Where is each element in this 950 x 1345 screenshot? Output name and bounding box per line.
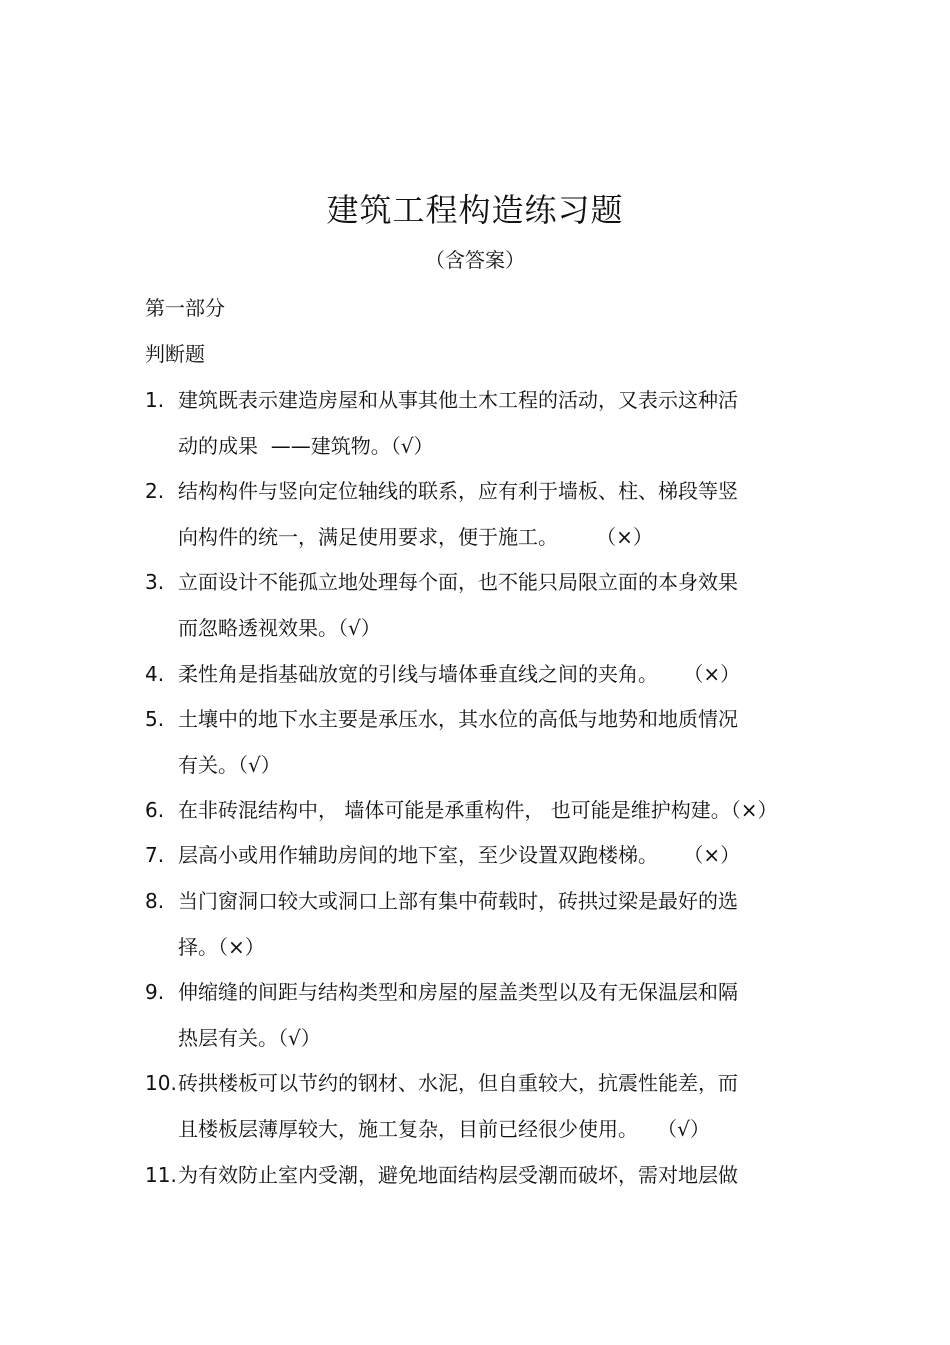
section-heading: 判断题 — [145, 342, 205, 366]
question-text-line: 立面设计不能孤立地处理每个面，也不能只局限立面的本身效果 — [178, 570, 738, 594]
question-number: 8. — [145, 889, 165, 913]
document-subtitle: （含答案） — [425, 248, 525, 272]
question-text-line: 砖拱楼板可以节约的钢材、水泥，但自重较大，抗震性能差，而 — [178, 1071, 738, 1095]
question-number: 7. — [145, 843, 165, 867]
question-number: 9. — [145, 980, 165, 1004]
question-text-line: 结构构件与竖向定位轴线的联系，应有利于墙板、柱、梯段等竖 — [178, 479, 738, 503]
question-text-line: 向构件的统一，满足使用要求，便于施工。 （×） — [178, 525, 653, 549]
question-number: 2. — [145, 479, 165, 503]
question-number: 3. — [145, 570, 165, 594]
question-text-line: 在非砖混结构中， 墙体可能是承重构件， 也可能是维护构建。（×） — [178, 798, 778, 822]
question-number: 6. — [145, 798, 165, 822]
question-number: 1. — [145, 388, 165, 412]
question-text-line: 热层有关。（√） — [178, 1026, 321, 1050]
question-text-line: 建筑既表示建造房屋和从事其他土木工程的活动，又表示这种活 — [178, 388, 738, 412]
document-title: 建筑工程构造练习题 — [326, 191, 624, 229]
question-number: 10. — [145, 1071, 177, 1095]
question-text-line: 择。（×） — [178, 935, 265, 959]
question-text-line: 且楼板层薄厚较大，施工复杂，目前已经很少使用。 （√） — [178, 1117, 710, 1141]
question-text-line: 柔性角是指基础放宽的引线与墙体垂直线之间的夹角。 （×） — [178, 662, 741, 686]
question-number: 4. — [145, 662, 165, 686]
question-text-line: 当门窗洞口较大或洞口上部有集中荷载时，砖拱过梁是最好的选 — [178, 889, 738, 913]
question-text-line: 为有效防止室内受潮，避免地面结构层受潮而破坏，需对地层做 — [178, 1163, 738, 1187]
question-text-line: 有关。（√） — [178, 753, 281, 777]
question-text-line: 土壤中的地下水主要是承压水，其水位的高低与地势和地质情况 — [178, 707, 738, 731]
question-number: 11. — [145, 1163, 177, 1187]
question-number: 5. — [145, 707, 165, 731]
question-text-line: 而忽略透视效果。（√） — [178, 616, 381, 640]
part-heading: 第一部分 — [145, 296, 225, 320]
question-text-line: 层高小或用作辅助房间的地下室，至少设置双跑楼梯。 （×） — [178, 843, 741, 867]
question-text-line: 伸缩缝的间距与结构类型和房屋的屋盖类型以及有无保温层和隔 — [178, 980, 738, 1004]
question-text-line: 动的成果 ——建筑物。（√） — [178, 434, 434, 458]
